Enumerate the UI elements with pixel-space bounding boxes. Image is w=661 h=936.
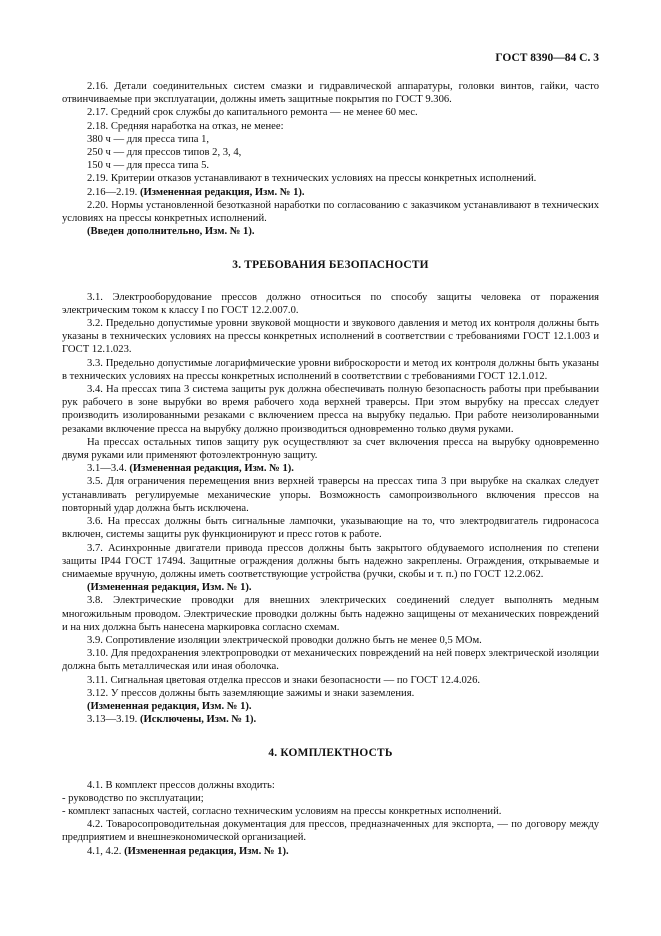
clause-3-3: 3.3. Предельно допустимые логарифмические уровни виброскорости и метод их контроля должны быть указаны в технических условиях на прессы конкретных исполнений в соответствии с требованиями ГОСТ 12.1.012. xyxy=(62,357,599,382)
list-item: - комплект запасных частей, согласно техническим условиям на прессы конкретных исполнений. xyxy=(62,805,502,817)
amendment-text: (Измененная редакция, Изм. № 1). xyxy=(87,582,252,594)
clause-3-2: 3.2. Предельно допустимые уровни звуковой мощности и звукового давления и метод их контроля должны быть указаны в технических условиях на прессы конкретных исполнений в соответствии с требованиями ГОСТ 12.1.003 и ГОСТ 12.1.023. xyxy=(62,318,599,356)
list-item: 250 ч — для прессов типов 2, 3, 4, xyxy=(87,147,242,159)
clause-2-16: 2.16. Детали соединительных систем смазки и гидравлической аппаратуры, головки винтов, гайки, часто отвинчиваемые при эксплуатации, должны иметь защитные покрытия по ГОСТ 9.306. xyxy=(62,81,599,106)
list-item: 150 ч — для пресса типа 5. xyxy=(87,160,210,172)
section-4-title: 4. КОМПЛЕКТНОСТЬ xyxy=(268,747,393,760)
clause-3-5: 3.5. Для ограничения перемещения вниз верхней траверсы на прессах типа 3 при вырубке на скалках следует устанавливать регулируемые механические упоры. Возможность самопроизвольного включения прессов на повторный удар должна быть исключена. xyxy=(62,476,599,514)
amendment-note xyxy=(62,700,599,713)
clause-3-11: 3.11. Сигнальная цветовая отделка прессов и знаки безопасности — по ГОСТ 12.4.026. xyxy=(87,674,481,686)
running-head: ГОСТ 8390—84 С. 3 xyxy=(495,52,599,64)
clause-3-9: 3.9. Сопротивление изоляции электрической проводки должно быть не менее 0,5 МОм. xyxy=(87,634,482,646)
clause-3-6: 3.6. На прессах должны быть сигнальные лампочки, указывающие на то, что электродвигатель гидронасоса включен, системы защиты рук функционируют и пресс готов к работе. xyxy=(62,516,599,541)
clause-3-4-continued: На прессах остальных типов защиту рук осуществляют за счет включения пресса на вырубку одновременно двумя руками или применяют фотоэлектронную защиту. xyxy=(62,436,599,462)
clause-3-1: 3.1. Электрооборудование прессов должно относиться по способу защиты человека от поражения электрическим током к классу I по ГОСТ 12.2.007.0. xyxy=(62,291,599,316)
clause-3-8: 3.8. Электрические проводки для внешних электрических соединений следует выполнять медным многожильным проводом. Электрические проводки должны быть надежно защищены от механических повреждений и на них должна быть нанесена маркировка согласно схемам. xyxy=(62,595,599,633)
amendment-text: (Измененная редакция, Изм. № 1). xyxy=(124,845,289,857)
amendment-note xyxy=(62,186,599,199)
exclusion-note xyxy=(62,713,599,726)
clause-4-1: 4.1. В комплект прессов должны входить: xyxy=(87,779,275,791)
amendment-ref: 3.1—3.4. xyxy=(87,463,127,475)
amendment-ref: 2.16—2.19. xyxy=(87,186,138,198)
clause-3-4: 3.4. На прессах типа 3 система защиты рук должна обеспечивать полную безопасность работы при пребывании рук рабочего в зоне вырубки во время рабочего хода верхней траверсы. При этом вырубку на прессах следует производить изолированными резаками с включением пресса на вырубку педалью. При работе неизолированными резаками включение пресса на вырубку должно производиться одновременно только двумя руками. xyxy=(62,384,599,435)
document-body xyxy=(62,80,599,858)
amendment-text: (Исключены, Изм. № 1). xyxy=(139,714,257,726)
clause-2-18: 2.18. Средняя наработка на отказ, не менее: xyxy=(87,120,284,132)
amendment-ref: 4.1, 4.2. xyxy=(87,845,122,857)
amendment-text: (Измененная редакция, Изм. № 1). xyxy=(139,186,305,198)
amendment-ref: 3.13—3.19. xyxy=(87,714,138,726)
clause-4-2: 4.2. Товаросопроводительная документация для прессов, предназначенных для экспорта, — по договору между предприятием и внешнеэкономической организацией. xyxy=(62,819,599,844)
amendment-note xyxy=(62,225,599,238)
clause-3-7: 3.7. Асинхронные двигатели привода прессов должны быть закрытого обдуваемого исполнения по степени защиты IP44 ГОСТ 17494. Защитные ограждения должны быть надежно закреплены. Ограждения, открываемые и снимаемые вручную, должны иметь соответствующие устройства (ручки, скобы и т. п.) по ГОСТ 12.2.062. xyxy=(62,542,599,580)
amendment-text: (Измененная редакция, Изм. № 1). xyxy=(129,463,294,475)
amendment-note xyxy=(62,462,599,475)
amendment-text: (Измененная редакция, Изм. № 1). xyxy=(87,700,252,712)
list-item: 380 ч — для пресса типа 1, xyxy=(87,133,210,145)
clause-2-19: 2.19. Критерии отказов устанавливают в технических условиях на прессы конкретных исполнений. xyxy=(87,173,537,185)
clause-3-12: 3.12. У прессов должны быть заземляющие зажимы и знаки заземления. xyxy=(87,687,415,699)
list-item: - руководство по эксплуатации; xyxy=(62,792,204,804)
amendment-text: (Введен дополнительно, Изм. № 1). xyxy=(87,226,255,238)
amendment-note xyxy=(62,845,599,858)
clause-3-10: 3.10. Для предохранения электропроводки от механических повреждений на ней поверх электрической изоляции должна быть металлическая или иная оболочка. xyxy=(62,648,599,673)
section-3-title: 3. ТРЕБОВАНИЯ БЕЗОПАСНОСТИ xyxy=(232,259,429,272)
amendment-note xyxy=(62,581,599,594)
clause-2-20: 2.20. Нормы установленной безотказной наработки по согласованию с заказчиком устанавливают в технических условиях на прессы конкретных исполнений. xyxy=(62,199,599,225)
clause-2-17: 2.17. Средний срок службы до капитального ремонта — не менее 60 мес. xyxy=(87,107,418,119)
